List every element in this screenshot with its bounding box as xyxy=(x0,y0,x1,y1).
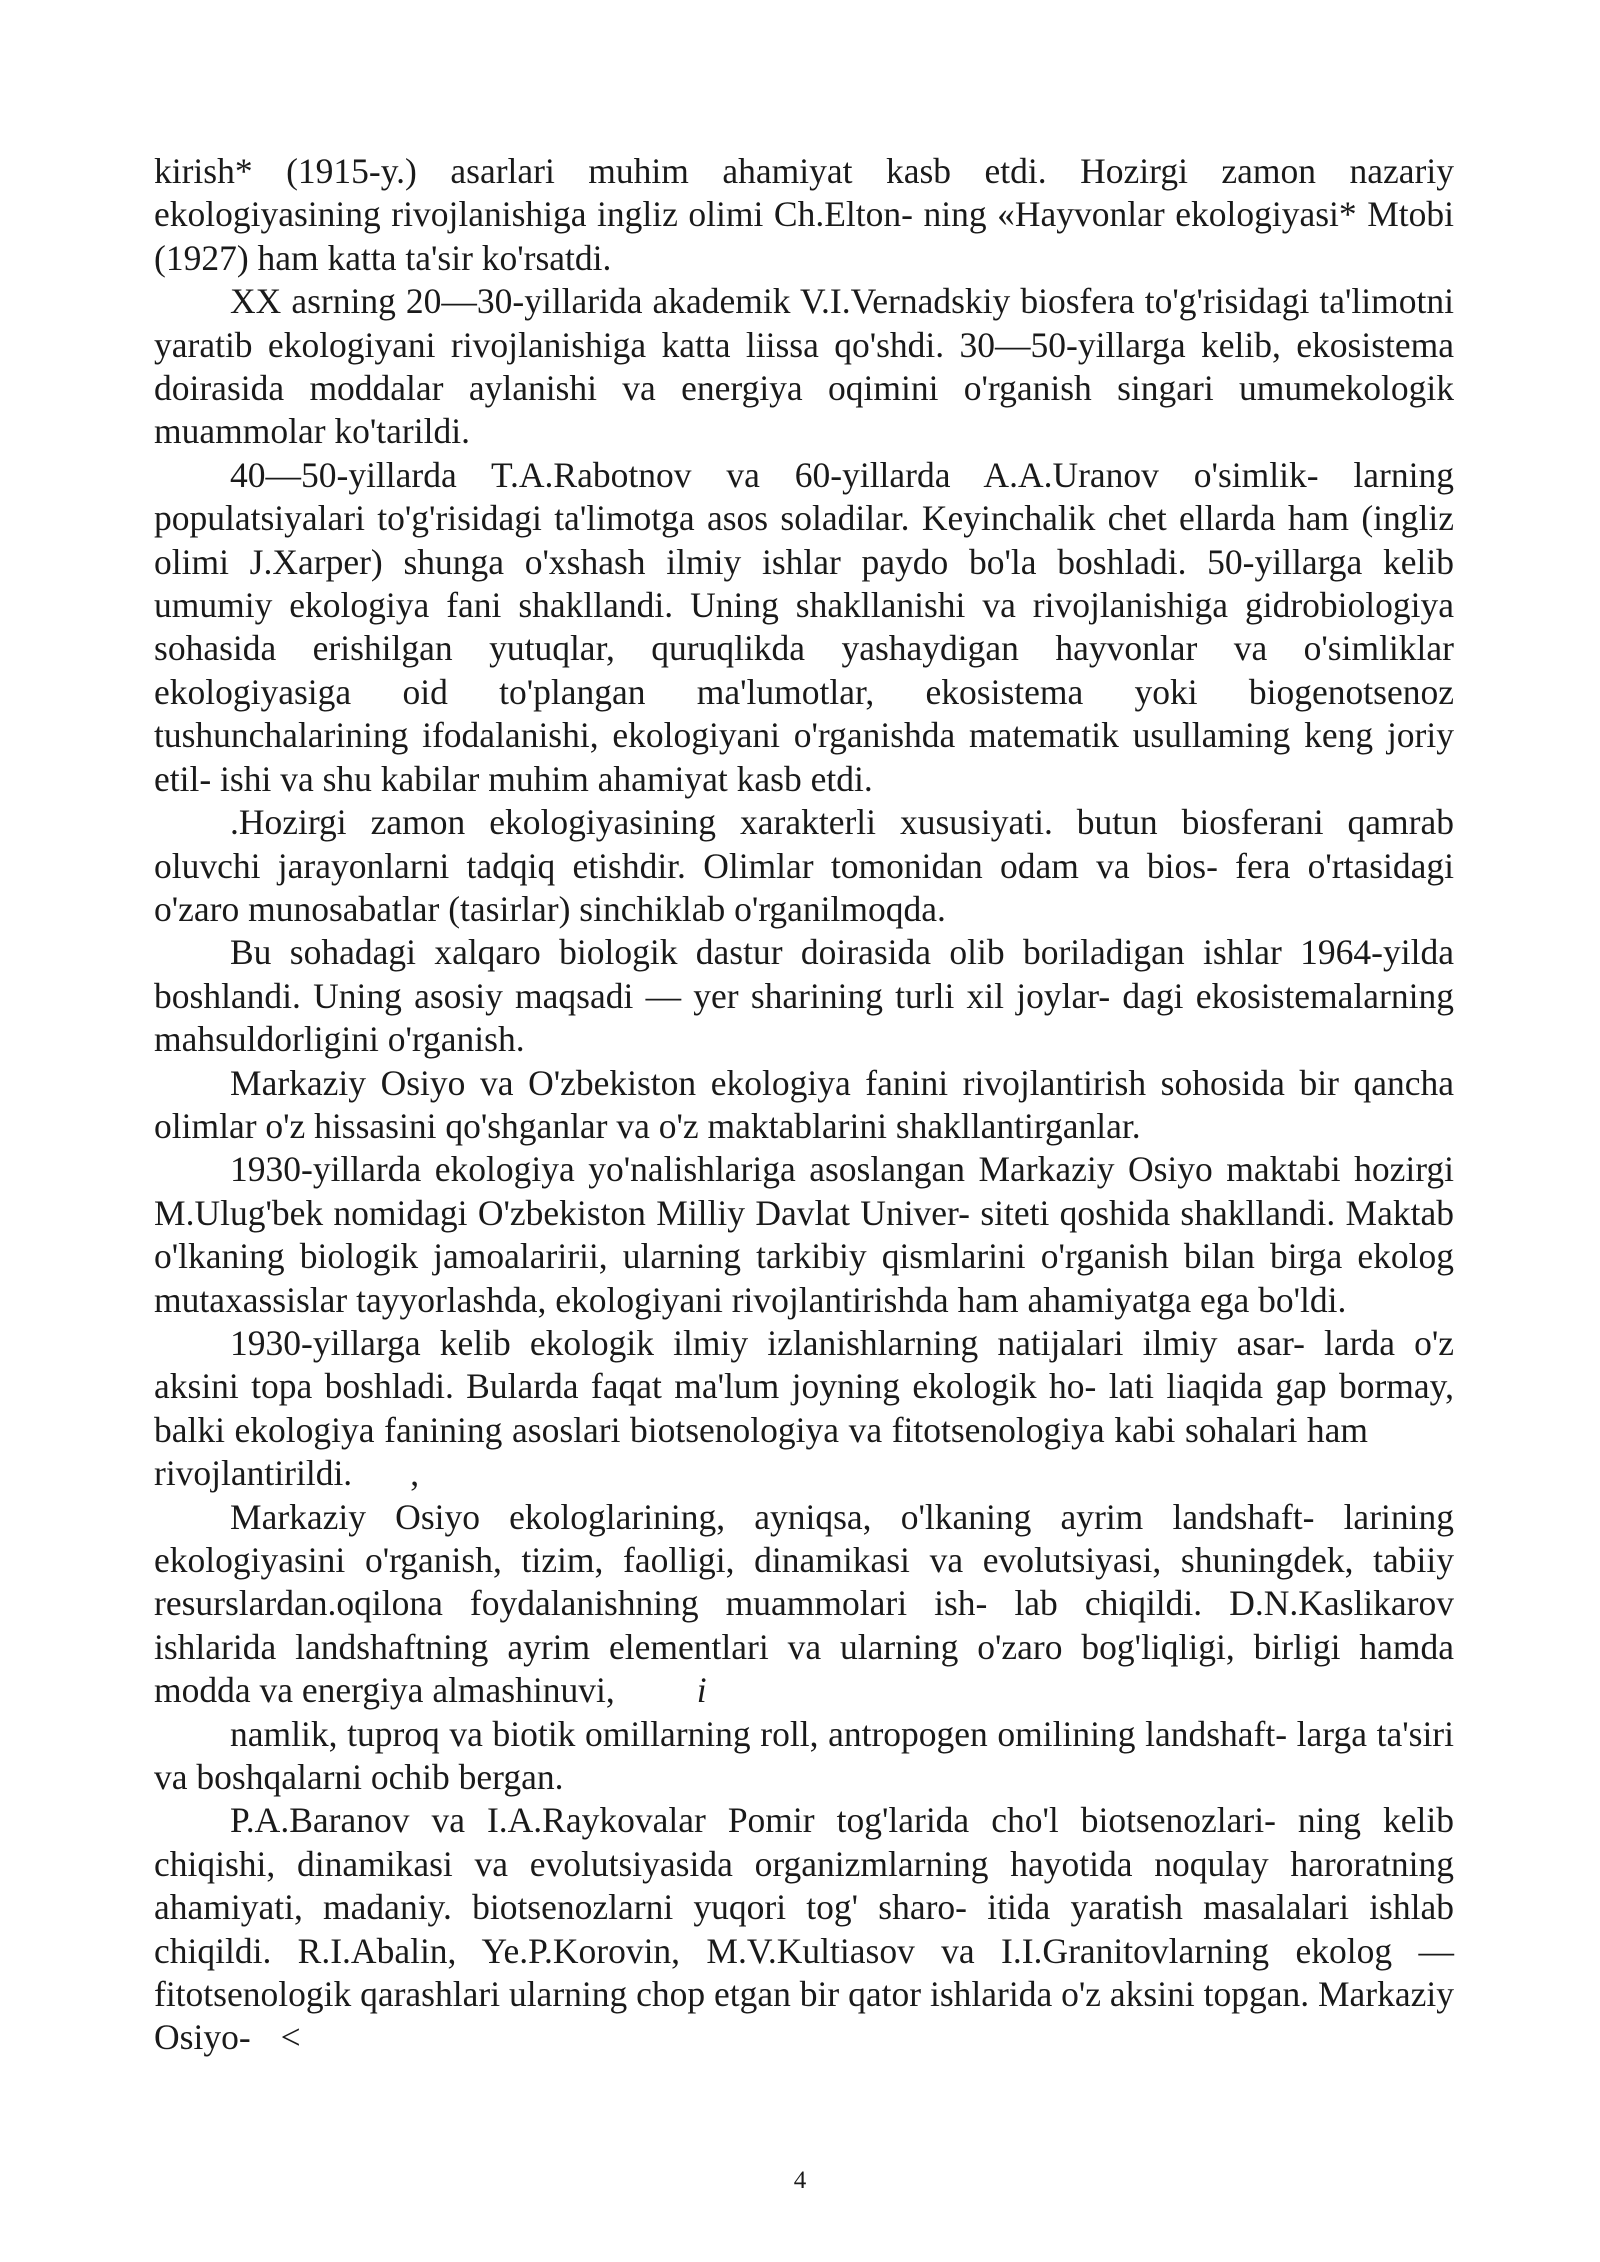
paragraph-8-tail-1: sohalari ham xyxy=(1184,1409,1369,1450)
paragraph-9-text: Markaziy Osiyo ekologlarining, ayniqsa, o'lkaning ayrim landshaft- larining ekologiyasini o'rganish, tizim, faolligi, dinamikasi va evolutsiyasi, shuningdek, tabiiy resurslardan.oqilona foydalanishning muammolari ish- lab chiqildi. D.N.Kaslikarov ishlarida landshaftning ayrim elementlari va ularning o'zaro bog'liqligi, birligi hamda modda va energiya almashinuvi, xyxy=(154,1496,1454,1711)
page-body xyxy=(154,150,1454,2060)
paragraph-8-tail-2: rivojlantirildi. xyxy=(154,1453,353,1494)
paragraph-11-stray: < xyxy=(280,2017,301,2058)
paragraph-8 xyxy=(154,1322,1454,1496)
paragraph-7: 1930-yillarda ekologiya yo'nalishlariga asoslangan Markaziy Osiyo maktabi hozirgi M.Ulug'bek nomidagi O'zbekiston Milliy Davlat Univer- siteti qoshida shakllandi. Maktab o'lkaning biologik jamoalaririi, ularning tarkibiy qismlarini o'rganish bilan birga ekolog mutaxassislar tayyorlashda, ekologiyani rivojlantirishda ham ahamiyatga ega bo'ldi. xyxy=(154,1149,1454,1320)
paragraph-11-text: P.A.Baranov va I.A.Raykovalar Pomir tog'larida cho'l biotsenozlari- ning kelib chiqishi, dinamikasi va evolutsiyasida organizmlarning hayotida noqulay haroratning ahamiyati, madaniy. biotsenozlarni yuqori tog' sharo- itida yaratish masalalari ishlab chiqildi. R.I.Abalin, Ye.P.Korovin, M.V.Kultiasov va I.I.Granitovlarning ekolog — fitotsenologik qarashlari ularning chop etgan bir qator ishlarida o'z aksini topgan. Markaziy Osiyo- xyxy=(154,1800,1454,2058)
paragraph-10: namlik, tuproq va biotik omillarning roll, antropogen omilining landshaft- larga ta'siri va boshqalarni ochib bergan. xyxy=(154,1713,1454,1798)
paragraph-1: kirish* (1915-y.) asarlari muhim ahamiyat kasb etdi. Hozirgi zamon nazariy ekologiyasining rivojlanishiga ingliz olimi Ch.Elton- ning «Hayvonlar ekologiyasi* Mtobi (1927) ham katta ta'sir ko'rsatdi. xyxy=(154,151,1454,278)
paragraph-9 xyxy=(154,1496,1454,1713)
page-number: 4 xyxy=(793,2167,807,2194)
paragraph-3: 40—50-yillarda T.A.Rabotnov va 60-yillarda A.A.Uranov o'simlik- larning populatsiyalari to'g'risidagi ta'limotga asos soladilar. Keyinchalik chet ellarda ham (ingliz olimi J.Xarper) shunga o'xshash ilmiy ishlar paydo bo'la boshladi. 50-yillarga kelib umumiy ekologiya fani shakllandi. Uning shakllanishi va rivojlanishiga gidrobiologiya sohasida erishilgan yutuqlar, quruqlikda yashaydigan hayvonlar va o'simliklar ekologiyasiga oid to'plangan ma'lumotlar, ekosistema yoki biogenotsenoz tushunchalarining ifodalanishi, ekologiyani o'rganishda matematik usullaming keng joriy etil- ishi va shu kabilar muhim ahamiyat kasb etdi. xyxy=(154,454,1454,799)
paragraph-8-text: 1930-yillarga kelib ekologik ilmiy izlanishlarning natijalari ilmiy asar- larda o'z aksini topa boshladi. Bularda faqat ma'lum joyning ekologik ho- lati liaqida gap bormay, balki ekologiya fanining asoslari biotsenologiya va fitotsenologiya kabi xyxy=(154,1322,1454,1450)
paragraph-11 xyxy=(154,1799,1454,2059)
paragraph-6: Markaziy Osiyo va O'zbekiston ekologiya fanini rivojlantirish sohosida bir qancha olimlar o'z hissasini qo'shganlar va o'z maktablarini shakllantirganlar. xyxy=(154,1062,1454,1146)
paragraph-2: XX asrning 20—30-yillarida akademik V.I.Vernadskiy biosfera to'g'risidagi ta'limotni yaratib ekologiyani rivojlanishiga katta liissa qo'shdi. 30—50-yillarga kelib, ekosistema doirasida moddalar aylanishi va energiya oqimini o'rganish singari umumekologik muammolar ko'tarildi. xyxy=(154,281,1454,452)
paragraph-9-stray: i xyxy=(696,1670,707,1711)
paragraph-8-tail-3: , xyxy=(410,1453,420,1494)
paragraph-4: .Hozirgi zamon ekologiyasining xarakterli xususiyati. butun biosferani qamrab oluvchi jarayonlarni tadqiq etishdir. Olimlar tomonidan odam va bios- fera o'rtasidagi o'zaro munosabatlar (tasirlar) sinchiklab o'rganilmoqda. xyxy=(154,802,1454,929)
paragraph-5: Bu sohadagi xalqaro biologik dastur doirasida olib boriladigan ishlar 1964-yilda boshlandi. Uning asosiy maqsadi — yer sharining turli xil joylar- dagi ekosistemalarning mahsuldorligini o'rganish. xyxy=(154,932,1454,1060)
